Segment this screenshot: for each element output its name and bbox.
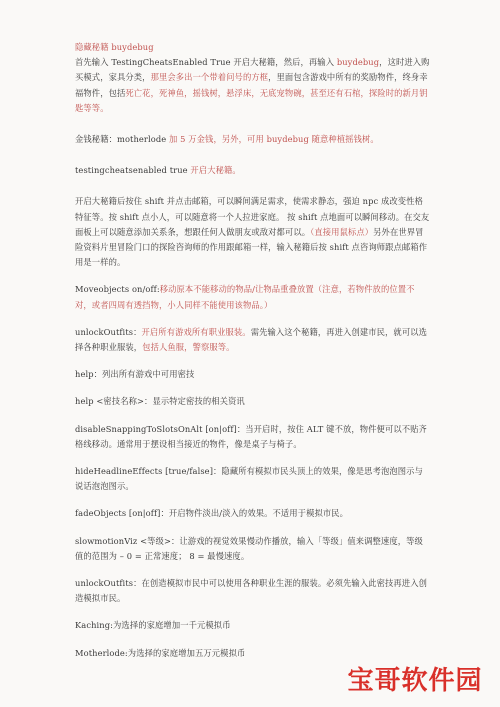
paragraph-testing (75, 163, 430, 178)
highlight: 死亡花，死神鱼，摇钱树，悬浮床，无底宠物碗，甚至还有石棺，探险时的新月钥匙等等。 (75, 87, 428, 113)
paragraph-unlock-outfits-2: unlockOutfits：在创造模拟市民中可以使用各种职业生涯的服装。必须先输入此密技再进入创造模拟市民。 (75, 578, 427, 604)
paragraph-moveobjects (75, 282, 430, 312)
text: 首先输入 TestingCheatsEnabled True 开启大秘籍，然后，再输入 (75, 57, 337, 68)
highlight: 那里会多出一个带着问号的方框 (150, 72, 269, 83)
text: unlockOutfits： (75, 326, 142, 337)
paragraph-money (75, 132, 430, 147)
text: ，里面包含游戏中所有的奖励物件，终身幸福物件，包括 (75, 72, 428, 98)
paragraph-hide-headline: hideHeadlineEffects [true/false]：隐藏所有模拟市民头顶上的效果，像是思考泡泡图示与说话泡泡图示。 (75, 466, 423, 492)
paragraph-buydebug (75, 55, 430, 116)
highlight: 包括人鱼服，警察服等。 (142, 342, 235, 353)
paragraph-help: help：列出所有游戏中可用密技 (75, 369, 195, 380)
highlight: 开启所有游戏所有职业服装。 (141, 326, 251, 337)
paragraph-help-name: help <密技名称>：显示特定密技的相关资讯 (75, 396, 245, 407)
doc-title: 隐藏秘籍 buydebug (75, 42, 154, 52)
paragraph-disable-snapping: disableSnappingToSlotsOnAlt [on|off]：当开启时，按住 ALT 键不放，物件便可以不贴齐格线移动。通常用于摆设相当接近的物件，像是桌子与椅子。 (75, 423, 427, 449)
document-body (75, 40, 430, 661)
highlight: buydebug (336, 57, 380, 68)
highlight: 移动原本不能移动的物品/让物品重叠放置（注意，若物件放的位置不对，或者四周有透挡物，小人同样不能使用该物品。） (75, 284, 415, 310)
paragraph-kaching: Kaching:为选择的家庭增加一千元模拟币 (75, 620, 231, 631)
highlight: 开启大秘籍。 (190, 165, 241, 176)
paragraph-motherlode: Motherlode:为选择的家庭增加五万元模拟币 (75, 647, 246, 658)
text: testingcheatsenabled true (75, 165, 191, 176)
text: 另外在世界冒险资料片里冒险门口的探险咨询师的作用跟邮箱一样，输入秘籍后按 shift 点咨询师跟点邮箱作用是一样的。 (75, 226, 428, 268)
paragraph-unlock-outfits (75, 325, 430, 355)
paragraph-shift (75, 194, 430, 270)
text: Moveobjects on/off: (75, 284, 160, 295)
paragraph-slowmotion: slowmotionViz <等级>：让游戏的视觉效果慢动作播放，输入「等级」值来调整速度，等级值的范围为 – 0 = 正常速度； 8 = 最慢速度。 (75, 535, 423, 561)
paragraph-fade-objects: fadeObjects [on|off]：开启物件淡出/淡入的效果。不适用于模拟市民。 (75, 508, 349, 519)
text: 开启大秘籍后按住 shift 并点击邮箱，可以瞬间满足需求，使需求静态，强迫 npc 成改变性格特征等。按 shift 点小人，可以随意将一个人拉进家庭。 按 shift 点地面可以瞬间移动。在交友面板上可以随意添加关系条，想跟任何人做朋友或敌对都可以。 (75, 196, 430, 237)
site-watermark-logo (340, 658, 490, 698)
text: ，这时进入购买模式，家具分类， (75, 57, 430, 83)
text: 需先输入这个秘籍，再进入创建市民，就可以选择各种职业服装， (75, 326, 428, 353)
highlight: （直接用鼠标点） (310, 226, 374, 237)
highlight: 加 5 万金钱，另外，可用 buydebug 随意种植摇钱树。 (169, 134, 379, 145)
text: 金钱秘籍：motherlode (75, 134, 170, 145)
watermark-text: 宝哥软件园 (347, 665, 483, 696)
